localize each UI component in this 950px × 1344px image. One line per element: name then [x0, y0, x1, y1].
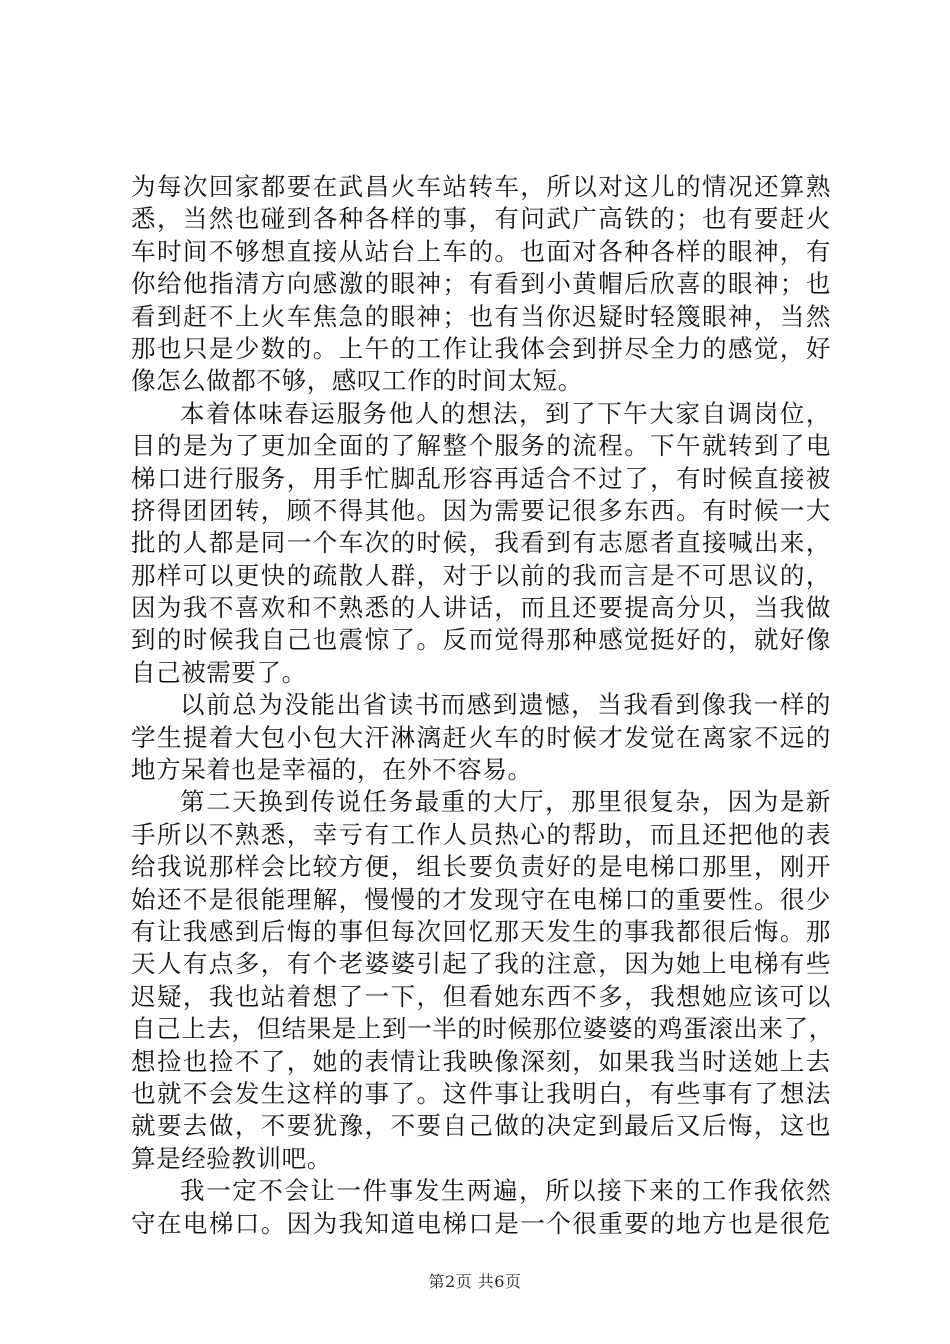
text-line: 自己上去，但结果是上到一半的时候那位婆婆的鸡蛋滚出来了， [131, 1014, 834, 1044]
text-line: 就要去做，不要犹豫，不要自己做的决定到最后又后悔，这也 [131, 1111, 831, 1141]
text-line: 本着体味春运服务他人的想法，到了下午大家自调岗位， [180, 398, 831, 428]
text-line: 悉，当然也碰到各种各样的事，有问武广高铁的；也有要赶火 [131, 204, 831, 234]
text-line: 看到赶不上火车焦急的眼神；也有当你迟疑时轻篾眼神，当然 [131, 301, 831, 331]
text-line: 梯口进行服务，用手忙脚乱形容再适合不过了，有时候直接被 [131, 463, 831, 493]
text-line: 有让我感到后悔的事但每次回忆那天发生的事我都很后悔。那 [131, 916, 831, 946]
text-line: 第二天换到传说任务最重的大厅，那里很复杂，因为是新 [180, 787, 831, 817]
text-line: 像怎么做都不够，感叹工作的时间太短。 [131, 366, 583, 396]
text-line: 地方呆着也是幸福的，在外不容易。 [131, 755, 533, 785]
text-line: 自己被需要了。 [131, 657, 307, 687]
text-line: 迟疑，我也站着想了一下，但看她东西不多，我想她应该可以 [131, 981, 831, 1011]
text-line: 学生提着大包小包大汗淋漓赶火车的时候才发觉在离家不远的 [131, 722, 831, 752]
text-line: 为每次回家都要在武昌火车站转车，所以对这儿的情况还算熟 [131, 172, 831, 201]
text-line: 手所以不熟悉，幸亏有工作人员热心的帮助，而且还把他的表 [131, 819, 831, 849]
text-line: 算是经验教训吧。 [131, 1143, 332, 1173]
text-line: 那也只是少数的。上午的工作让我体会到拼尽全力的感觉，好 [131, 333, 831, 363]
text-line: 目的是为了更加全面的了解整个服务的流程。下午就转到了电 [131, 431, 831, 461]
text-line: 始还不是很能理解，慢慢的才发现守在电梯口的重要性。很少 [131, 884, 831, 914]
text-line: 以前总为没能出省读书而感到遗憾，当我看到像我一样的 [180, 690, 831, 720]
document-body [131, 171, 834, 1240]
text-line: 车时间不够想直接从站台上车的。也面对各种各样的眼神，有 [131, 236, 831, 266]
text-line: 因为我不喜欢和不熟悉的人讲话，而且还要提高分贝，当我做 [131, 593, 831, 623]
text-line: 那样可以更快的疏散人群，对于以前的我而言是不可思议的， [131, 560, 831, 590]
text-line: 天人有点多，有个老婆婆引起了我的注意，因为她上电梯有些 [131, 949, 831, 979]
page-footer: 第2页 共6页 [428, 1272, 522, 1291]
text-line: 给我说那样会比较方便，组长要负责好的是电梯口那里，刚开 [131, 852, 831, 882]
text-line: 守在电梯口。因为我知道电梯口是一个很重要的地方也是很危 [131, 1208, 831, 1238]
text-line: 批的人都是同一个车次的时候，我看到有志愿者直接喊出来， [131, 528, 831, 558]
text-line: 也就不会发生这样的事了。这件事让我明白，有些事有了想法 [131, 1078, 831, 1108]
text-line: 到的时候我自己也震惊了。反而觉得那种感觉挺好的，就好像 [131, 625, 831, 655]
text-line: 想捡也捡不了，她的表情让我映像深刻，如果我当时送她上去 [131, 1046, 831, 1076]
text-line: 挤得团团转，顾不得其他。因为需要记很多东西。有时候一大 [131, 495, 831, 525]
text-line: 你给他指清方向感激的眼神；有看到小黄帽后欣喜的眼神；也 [131, 269, 831, 299]
text-line: 我一定不会让一件事发生两遍，所以接下来的工作我依然 [180, 1176, 831, 1206]
